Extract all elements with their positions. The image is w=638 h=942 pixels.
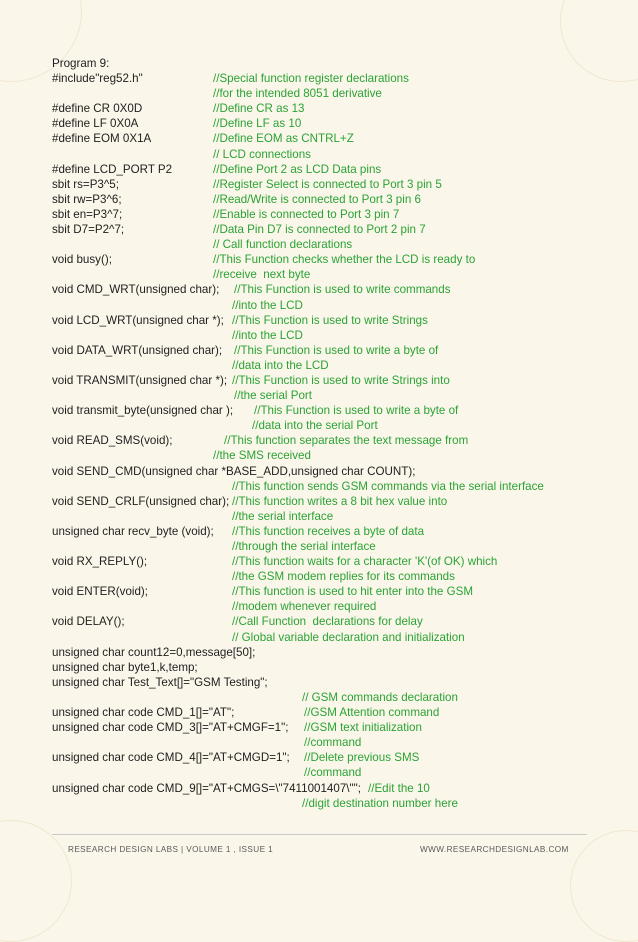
code-comment: //Define LF as 10 <box>213 117 302 131</box>
code-comment: //Delete previous SMS <box>304 751 420 765</box>
code-comment: //Define CR as 13 <box>213 102 305 116</box>
code-comment: //Data Pin D7 is connected to Port 2 pin 7 <box>213 223 426 237</box>
code-line <box>52 192 612 207</box>
code-statement: unsigned char code CMD_9[]="AT+CMGS=\"7411001407\""; <box>52 781 361 795</box>
code-comment: //the GSM modem replies for its commands <box>232 570 455 584</box>
code-statement: sbit rw=P3^6; <box>52 192 122 206</box>
code-line <box>52 539 612 554</box>
code-comment: //Define Port 2 as LCD Data pins <box>213 162 382 176</box>
code-comment: // GSM commands declaration <box>302 690 458 704</box>
code-line <box>52 796 612 811</box>
code-line <box>52 101 612 116</box>
code-comment: //Read/Write is connected to Port 3 pin 6 <box>213 192 421 206</box>
code-comment: //Edit the 10 <box>368 781 430 795</box>
code-line <box>52 675 612 690</box>
code-statement: void READ_SMS(void); <box>52 434 173 448</box>
code-line <box>52 599 612 614</box>
code-comment: //This Function checks whether the LCD is ready to <box>213 253 476 267</box>
code-line <box>52 222 612 237</box>
code-statement: unsigned char count12=0,message[50]; <box>52 645 256 659</box>
code-comment: //into the LCD <box>232 328 303 342</box>
code-comment: //data into the LCD <box>232 358 329 372</box>
code-statement: void DELAY(); <box>52 615 125 629</box>
code-line <box>52 147 612 162</box>
code-comment: //Enable is connected to Port 3 pin 7 <box>213 207 400 221</box>
code-statement: sbit rs=P3^5; <box>52 177 119 191</box>
code-line <box>52 781 612 796</box>
footer-divider <box>52 834 587 835</box>
code-listing <box>52 56 612 811</box>
code-comment: //GSM Attention command <box>304 706 440 720</box>
code-line <box>52 448 612 463</box>
code-line <box>52 720 612 735</box>
code-statement: unsigned char code CMD_3[]="AT+CMGF=1"; <box>52 721 289 735</box>
code-comment: //modem whenever required <box>232 600 377 614</box>
code-line <box>52 207 612 222</box>
code-comment: //This Function is used to write a byte of <box>234 343 439 357</box>
code-line <box>52 373 612 388</box>
code-line <box>52 418 612 433</box>
code-line <box>52 267 612 282</box>
code-comment: //Register Select is connected to Port 3 pin 5 <box>213 177 442 191</box>
code-comment: //receive next byte <box>213 268 311 282</box>
code-line <box>52 403 612 418</box>
code-comment: // Call function declarations <box>213 238 353 252</box>
background-ornament <box>0 820 72 942</box>
code-comment: //This function writes a 8 bit hex value into <box>232 494 448 508</box>
code-line <box>52 313 612 328</box>
code-comment: //the SMS received <box>213 449 311 463</box>
code-line <box>52 479 612 494</box>
code-line <box>52 690 612 705</box>
code-line <box>52 735 612 750</box>
code-comment: //digit destination number here <box>302 796 458 810</box>
code-statement: sbit en=P3^7; <box>52 207 123 221</box>
code-line <box>52 630 612 645</box>
code-comment: //data into the serial Port <box>252 419 378 433</box>
code-line <box>52 237 612 252</box>
code-statement: unsigned char code CMD_4[]="AT+CMGD=1"; <box>52 751 290 765</box>
code-line <box>52 388 612 403</box>
code-line <box>52 705 612 720</box>
code-comment: //This function sends GSM commands via the serial interface <box>232 479 544 493</box>
code-statement: void ENTER(void); <box>52 585 148 599</box>
code-line <box>52 645 612 660</box>
code-line <box>52 524 612 539</box>
code-comment: //This Function is used to write commands <box>234 283 451 297</box>
code-comment: //This Function is used to write Strings <box>232 313 428 327</box>
code-comment: //command <box>304 736 362 750</box>
code-line <box>52 614 612 629</box>
code-line <box>52 298 612 313</box>
code-statement: #define EOM 0X1A <box>52 132 152 146</box>
code-comment: // LCD connections <box>213 147 311 161</box>
code-comment: //into the LCD <box>232 298 303 312</box>
code-comment: //This function waits for a character 'K'(of OK) which <box>232 555 498 569</box>
code-statement: #define CR 0X0D <box>52 102 143 116</box>
code-statement: void busy(); <box>52 253 112 267</box>
code-line <box>52 554 612 569</box>
code-comment: //for the intended 8051 derivative <box>213 87 382 101</box>
code-statement: void TRANSMIT(unsigned char *); <box>52 373 228 387</box>
code-statement: void LCD_WRT(unsigned char *); <box>52 313 224 327</box>
code-comment: //Define EOM as CNTRL+Z <box>213 132 354 146</box>
code-statement: #define LF 0X0A <box>52 117 139 131</box>
code-comment: //Special function register declarations <box>213 72 409 86</box>
code-comment: //This function receives a byte of data <box>232 524 425 538</box>
code-comment: //GSM text initialization <box>304 721 422 735</box>
code-line <box>52 750 612 765</box>
code-statement: #include"reg52.h" <box>52 72 143 86</box>
code-statement: unsigned char Test_Text[]="GSM Testing"; <box>52 675 268 689</box>
code-line <box>52 131 612 146</box>
code-comment: //the serial interface <box>232 509 334 523</box>
code-line <box>52 660 612 675</box>
code-line <box>52 177 612 192</box>
code-comment: //the serial Port <box>234 389 312 403</box>
code-statement: unsigned char byte1,k,temp; <box>52 660 198 674</box>
code-comment: //This Function is used to write a byte of <box>254 404 459 418</box>
footer-website: WWW.RESEARCHDESIGNLAB.COM <box>420 845 569 854</box>
code-line <box>52 509 612 524</box>
code-statement: void SEND_CMD(unsigned char *BASE_ADD,unsigned char COUNT); <box>52 464 416 478</box>
code-statement: unsigned char code CMD_1[]="AT"; <box>52 706 235 720</box>
code-comment: //command <box>304 766 362 780</box>
background-ornament <box>570 830 638 942</box>
code-line <box>52 765 612 780</box>
code-comment: // Global variable declaration and initialization <box>232 630 465 644</box>
code-line <box>52 116 612 131</box>
code-line <box>52 343 612 358</box>
code-line <box>52 584 612 599</box>
code-statement: void DATA_WRT(unsigned char); <box>52 343 223 357</box>
code-comment: //through the serial interface <box>232 540 376 553</box>
code-statement: void RX_REPLY(); <box>52 555 148 569</box>
code-statement: void CMD_WRT(unsigned char); <box>52 283 220 297</box>
code-line <box>52 162 612 177</box>
code-comment: //Call Function declarations for delay <box>232 615 423 629</box>
code-comment: //This function is used to hit enter into the GSM <box>232 585 474 599</box>
code-line <box>52 56 612 71</box>
footer-publication: RESEARCH DESIGN LABS | VOLUME 1 , ISSUE 1 <box>68 845 274 854</box>
code-line <box>52 358 612 373</box>
code-line <box>52 328 612 343</box>
code-comment: //This function separates the text message from <box>224 434 469 448</box>
code-statement: void transmit_byte(unsigned char ); <box>52 404 234 418</box>
code-comment: //This Function is used to write Strings into <box>232 373 450 387</box>
code-line <box>52 282 612 297</box>
code-statement: sbit D7=P2^7; <box>52 223 125 237</box>
code-statement: #define LCD_PORT P2 <box>52 162 173 176</box>
code-line <box>52 71 612 86</box>
code-line <box>52 569 612 584</box>
code-statement: void SEND_CRLF(unsigned char); <box>52 494 230 508</box>
code-line <box>52 464 612 479</box>
code-statement: unsigned char recv_byte (void); <box>52 524 214 538</box>
code-statement: Program 9: <box>52 57 110 70</box>
code-line <box>52 433 612 448</box>
code-line <box>52 252 612 267</box>
code-line <box>52 494 612 509</box>
code-line <box>52 86 612 101</box>
